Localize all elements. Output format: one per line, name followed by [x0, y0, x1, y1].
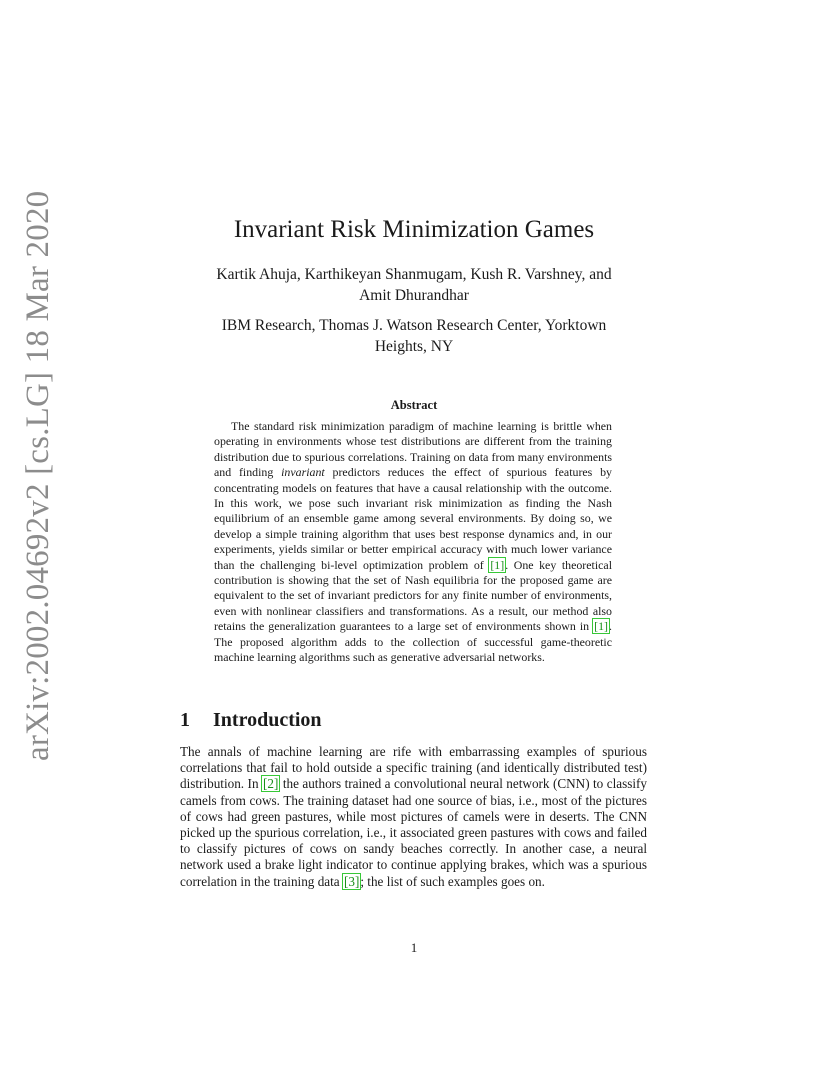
abstract-text: predictors reduces the effect of spurious features by concentrating models on features that have a causal relationship with the outcome. In this work, we pose such invariant risk minimization as finding the Nash equilibrium of an ensemble game among several environments. By doing so, we develop a simple training algorithm that uses best response dynamics and, in our experiments, yields similar or better empirical accuracy with much lower variance than the challenging bi-level optimization problem of — [214, 465, 612, 572]
intro-paragraph — [180, 744, 647, 890]
section-title: Introduction — [213, 709, 322, 731]
affiliation-line: IBM Research, Thomas J. Watson Research Center, Yorktown — [221, 317, 607, 334]
paper-title: Invariant Risk Minimization Games — [233, 216, 595, 243]
abstract-body — [214, 419, 612, 666]
affiliation — [180, 315, 648, 357]
citation-link[interactable]: [1] — [490, 557, 505, 572]
abstract-emphasis: invariant — [281, 465, 325, 480]
abstract-text: The standard risk minimization paradigm of machine learning is brittle when operating in environments whose test distributions are different from the training distribution due to spurious correlations. Training on data from many environments and finding — [214, 419, 612, 480]
citation-link[interactable]: [3] — [343, 873, 360, 889]
intro-text: ; the list of such examples goes on. — [360, 873, 545, 889]
author-list — [180, 264, 648, 306]
author-line: Kartik Ahuja, Karthikeyan Shanmugam, Kush R. Varshney, and — [216, 266, 612, 283]
citation-link[interactable]: [2] — [262, 776, 279, 792]
arxiv-identifier-stamp: arXiv:2002.04692v2 [cs.LG] 18 Mar 2020 — [20, 190, 56, 761]
abstract-text: . The proposed algorithm adds to the collection of successful game-theoretic machine learning algorithms such as generative adversarial networks. — [214, 619, 612, 665]
intro-text: the authors trained a convolutional neural network (CNN) to classify camels from cows. The training dataset had one source of bias, i.e., most of the pictures of cows had green pastures, while most pictures of camels were in deserts. The CNN picked up the spurious correlation, i.e., it associated green pastures with cows and failed to classify pictures of cows on sandy beaches correctly. In another case, a neural network used a brake light indicator to continue applying brakes, which was a spurious correlation in the training data — [180, 776, 647, 889]
affiliation-line: Heights, NY — [374, 338, 454, 355]
section-number: 1 — [180, 709, 190, 731]
citation-link[interactable]: [1] — [594, 619, 609, 634]
page-number: 1 — [410, 940, 418, 955]
intro-text: The annals of machine learning are rife with embarrassing examples of spurious correlations that fail to hold outside a specific training (and identically distributed test) distribution. In — [180, 744, 647, 792]
abstract-text: . One key theoretical contribution is showing that the set of Nash equilibria for the proposed game are equivalent to the set of invariant predictors for any finite number of environments, even with nonlinear classifiers and transformations. As a result, our method also retains the generalization guarantees to a large set of environments shown in — [214, 557, 613, 634]
author-line: Amit Dhurandhar — [359, 287, 469, 304]
section-heading — [180, 709, 322, 732]
abstract-heading: Abstract — [390, 398, 438, 412]
abstract-paragraph — [214, 419, 612, 666]
